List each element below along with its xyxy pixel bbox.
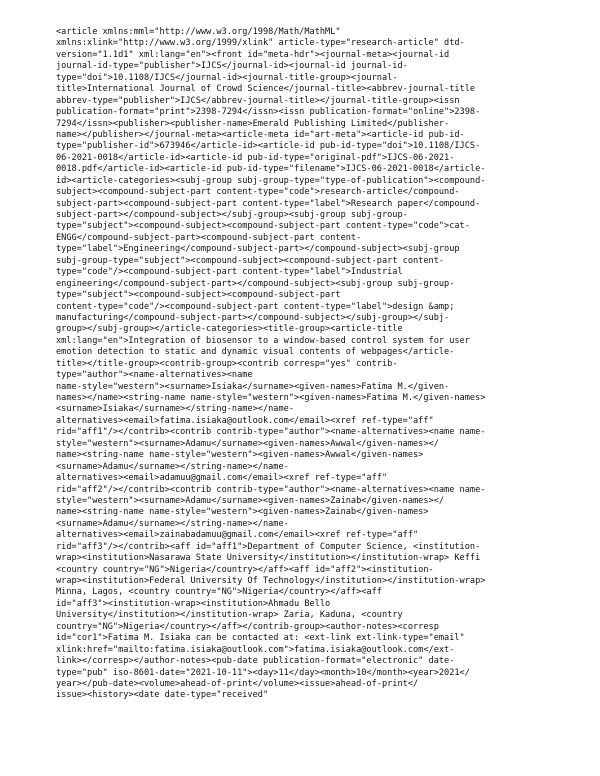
text-line: name></publisher></journal-meta><article-meta id="art-meta"><article-id pub-id- xyxy=(56,129,465,140)
text-line: wrap><institution>Federal University Of Technology</institution></institution-wrap> xyxy=(56,576,486,586)
text-line: type="pub" iso-8601-date="2021-10-11"><day>11</day><month>10</month><year>2021</ xyxy=(56,667,470,678)
text-line: type="code"/><compound-subject-part content-type="label">Industrial xyxy=(56,267,403,278)
text-line: ENGG</compound-subject-part><compound-subject-part content- xyxy=(56,232,362,243)
text-line: engineering</compound-subject-part></compound-subject><subj-group subj-group- xyxy=(56,278,455,289)
xml-source-text xyxy=(56,27,556,702)
text-line: 0018.pdf</article-id><article-id pub-id-type="filename">IJCS-06-2021-0018</article- xyxy=(56,164,486,175)
text-line: style="western"><surname>Adamu</surname><given-names>Awwal</given-names></ xyxy=(56,438,439,449)
text-line: 06-2021-0018</article-id><article-id pub-id-type="original-pdf">IJCS-06-2021- xyxy=(56,152,455,163)
text-line: abbrev-type="publisher">IJCS</abbrev-journal-title></journal-title-group><issn xyxy=(56,95,460,106)
text-line: xmlns:xlink="http://www.w3.org/1999/xlink" article-type="research-article" dtd- xyxy=(56,38,465,49)
text-line: xml:lang="en">Integration of biosensor to a window-based control system for user xyxy=(56,335,470,346)
text-line: journal-id-type="publisher">IJCS</journal-id><journal-id journal-id- xyxy=(56,61,408,72)
text-line: rid="aff3"/></contrib><aff id="aff1">Department of Computer Science, <institution- xyxy=(56,541,481,552)
text-line: name-style="western"><surname>Isiaka</surname><given-names>Fatima M.</given- xyxy=(56,381,450,392)
text-line: type="subject"><compound-subject><compound-subject-part xyxy=(56,290,341,301)
text-line: issue><history><date date-type="received" xyxy=(56,690,269,701)
text-line: subject-part><compound-subject-part content-type="label">Research paper</compound- xyxy=(56,198,481,209)
text-line: subject><compound-subject-part content-type="code">research-article</compound- xyxy=(56,187,460,198)
text-line: content-type="code"/><compound-subject-part content-type="label">design &amp; xyxy=(56,301,455,312)
text-line: year></pub-date><volume>ahead-of-print</volume><issue>ahead-of-print</ xyxy=(56,678,419,689)
text-line: type="doi">10.1108/IJCS</journal-id><journal-title-group><journal- xyxy=(56,72,398,83)
text-line: xlink:href="mailto:fatima.isiaka@outlook.com">fatima.isiaka@outlook.com</ext- xyxy=(56,644,455,655)
text-line: <surname>Isiaka</surname></string-name></name- xyxy=(56,404,294,415)
text-line: <surname>Adamu</surname></string-name></name- xyxy=(56,461,289,472)
text-line: name><string-name name-style="western"><given-names>Awwal</given-names> xyxy=(56,450,424,461)
text-line: alternatives><email>zainabadamuu@gmail.com</email><xref ref-type="aff" xyxy=(56,530,419,541)
text-line: name><string-name name-style="western"><given-names>Zainab</given-names> xyxy=(56,507,429,518)
text-line: type="publisher-id">673946</article-id><article-id pub-id-type="doi">10.1108/IJCS- xyxy=(56,141,481,152)
text-line: publication-format="print">2398-7294</issn><issn publication-format="online">2398- xyxy=(56,107,481,118)
text-line: type="label">Engineering</compound-subject-part></compound-subject><subj-group xyxy=(56,244,460,255)
text-line: alternatives><email>adamuu@gmail.com</email><xref ref-type="aff" xyxy=(56,473,388,484)
text-line: emotion detection to static and dynamic visual contents of webpages</article- xyxy=(56,347,455,358)
text-line: title></title-group><contrib-group><contrib corresp="yes" contrib- xyxy=(56,358,398,369)
text-line: group></subj-group></article-categories><title-group><article-title xyxy=(56,324,403,335)
text-line: manufacturing</compound-subject-part></compound-subject></subj-group></subj- xyxy=(56,312,450,323)
text-line: subj-group-type="subject"><compound-subject><compound-subject-part content- xyxy=(56,255,445,266)
text-line: style="western"><surname>Adamu</surname><given-names>Zainab</given-names></ xyxy=(56,495,445,506)
text-line: <surname>Adamu</surname></string-name></name- xyxy=(56,518,289,529)
text-line: names></name><string-name name-style="western"><given-names>Fatima M.</given-names> xyxy=(56,393,486,403)
text-line: rid="aff2"/></contrib><contrib contrib-type="author"><name-alternatives><name name- xyxy=(56,484,486,495)
text-line: id><article-categories><subj-group subj-group-type="type-of-publication"><compound- xyxy=(56,175,486,186)
text-line: type="subject"><compound-subject><compound-subject-part content-type="code">cat- xyxy=(56,221,470,232)
text-line: id="aff3"><institution-wrap><institution>Ahmadu Bello xyxy=(56,598,331,609)
text-line: wrap><institution>Nasarawa State University</institution></institution-wrap> Keffi xyxy=(56,553,481,564)
text-line: title>International Journal of Crowd Science</journal-title><abbrev-journal-title xyxy=(56,84,476,95)
text-line: Minna, Lagos, <country country="NG">Nigeria</country></aff><aff xyxy=(56,587,382,598)
text-line: 7294</issn><publisher><publisher-name>Emerald Publishing Limited</publisher- xyxy=(56,118,450,129)
text-line: type="author"><name-alternatives><name xyxy=(56,370,253,381)
text-line: alternatives><email>fatima.isiaka@outlook.com</email><xref ref-type="aff" xyxy=(56,415,434,426)
text-line: id="cor1">Fatima M. Isiaka can be contacted at: <ext-link ext-link-type="email" xyxy=(56,633,465,644)
text-line: country="NG">Nigeria</country></aff></contrib-group><author-notes><corresp xyxy=(56,621,439,632)
text-line: rid="aff1"/></contrib><contrib contrib-type="author"><name-alternatives><name name- xyxy=(56,427,486,438)
text-line: subject-part></compound-subject></subj-group><subj-group subj-group- xyxy=(56,210,408,220)
text-line: link></corresp></author-notes><pub-date publication-format="electronic" date- xyxy=(56,656,455,667)
text-line: version="1.1d1" xml:lang="en"><front id="meta-hdr"><journal-meta><journal-id xyxy=(56,49,450,60)
text-line: University</institution></institution-wrap> Zaria, Kaduna, <country xyxy=(56,610,403,621)
text-line: <country country="NG">Nigeria</country></aff><aff id="aff2"><institution- xyxy=(56,564,434,575)
text-line: <article xmlns:mml="http://www.w3.org/1998/Math/MathML" xyxy=(56,27,341,37)
